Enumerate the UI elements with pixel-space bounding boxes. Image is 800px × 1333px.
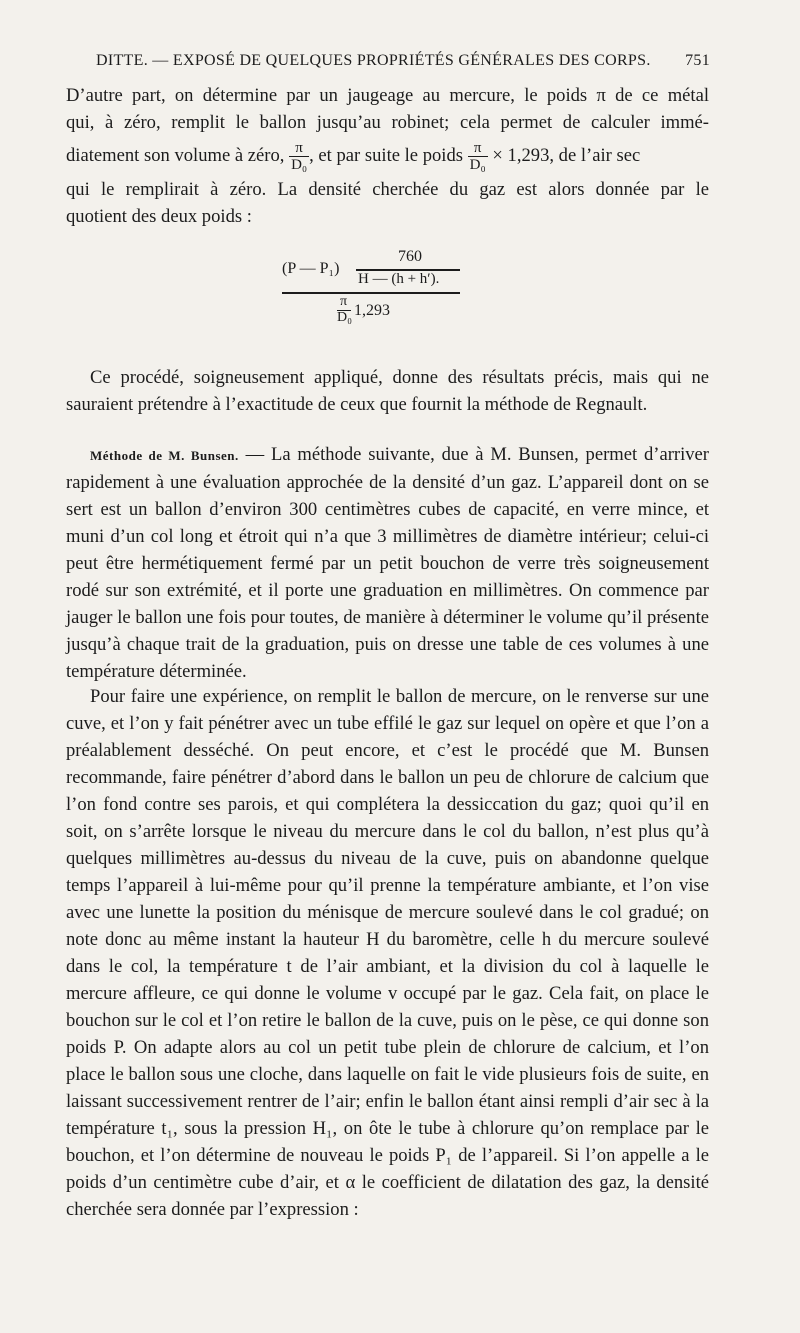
- formula-den-frac-num: π: [340, 294, 348, 309]
- para4-text: Pour faire une expérience, on remplit le ballon de mercure, on le renverse sur une cuve, et l’on y fait pénétrer avec un tube effilé le gaz sur lequel on opère et que l’on a préalablement desséché. On peut encore, et c’est le procédé que M. Bunsen recommande, faire pénétrer d’abord dans le ballon un peu de chlorure de calcium que l’on fond contre ses parois, et qui complétera la dessiccation du gaz; quoi qu’il en soit, on s’arrête lorsque le niveau du mercure dans le col du ballon, n’est plus qu’à quelques millimètres au-dessus du niveau de la cuve, puis on abandonne quelque temps l’appareil à lui-même pour qu’il prenne la température ambiante, et l’on vise avec une lunette la position du ménisque de mercure soulevé dans le col gradué; on note donc au même instant la hauteur H du baromètre, celle h du mercure soulevé dans le col, la température t de l’air ambiant, et la division du col à laquelle le mercure affleure, ce qui donne le volume v occupé par le gaz. Cela fait, on place le bouchon sur le col et l’on retire le ballon de la cuve, puis on le pèse, ce qui donne son poids P. On adapte alors au col un petit tube plein de chlorure de calcium, et l’on place le ballon sous une cloche, dans laquelle on fait le vide plusieurs fois de suite, en laissant successivement rentrer de l’air; enfin le ballon étant ainsi rempli d’air sec à la température t₁, sous la pression H₁, on ôte le tube à chlorure qu’on remplace par le bouchon, et l’on détermine de nouveau le poids P₁ de l’appareil. Si l’on appelle a le poids d’un centimètre cube d’air, et α le coefficient de dilatation des gaz, la densité cherchée sera donnée par l’expression :: [66, 686, 709, 1220]
- density-formula: [0, 248, 800, 338]
- para3: [66, 441, 709, 685]
- frac2-den: D₀: [469, 157, 486, 174]
- para1-line3-b: , et par suite le poids: [309, 145, 464, 166]
- formula-inner-den: H — (h + h′).: [358, 271, 440, 287]
- section-heading-bunsen: Méthode de M. Bunsen.: [90, 448, 239, 463]
- para1-line5: quotient des deux poids :: [66, 206, 252, 227]
- page-number: 751: [685, 52, 710, 69]
- para1-line3-a: diatement son volume à zéro,: [66, 145, 285, 166]
- para1-line2: qui, à zéro, remplit le ballon jusqu’au robinet; cela permet de calculer immé-: [66, 112, 709, 133]
- para1-line4: qui le remplirait à zéro. La densité cherchée du gaz est alors donnée par le: [66, 179, 709, 200]
- para1-line1: D’autre part, on détermine par un jaugeage au mercure, le poids π de ce métal: [66, 85, 709, 106]
- frac1-num: π: [289, 140, 309, 157]
- para1-line3-c: × 1,293, de l’air sec: [492, 145, 641, 166]
- paragraph-2: [66, 364, 709, 418]
- formula-inner-num: 760: [398, 248, 422, 265]
- paragraph-3: [66, 441, 709, 685]
- para3-text: — La méthode suivante, due à M. Bunsen, permet d’arriver rapidement à une évaluation approchée de la densité d’un gaz. L’appareil dont on se sert est un ballon d’environ 300 centimètres cubes de capacité, en verre mince, et muni d’un col long et étroit qui n’a que 3 millimètres de diamètre intérieur; celui-ci peut être hermétiquement fermé par un petit bouchon de verre très soigneusement rodé sur son extrémité, et il porte une graduation en millimètres. On commence par jauger le ballon une fois pour toutes, de manière à déterminer le volume qu’il présente jusqu’à chaque trait de la graduation, puis on dresse une table de ces volumes à une température déterminée.: [66, 444, 709, 682]
- inline-fraction-volume: [289, 140, 309, 173]
- paragraph-1: [66, 82, 709, 230]
- inline-fraction-weight: [468, 140, 488, 173]
- para1-line3: [66, 136, 709, 176]
- formula-den-frac-den: D₀: [337, 310, 352, 325]
- formula-numerator-left: (P — P₁): [282, 260, 340, 277]
- running-title: DITTE. — EXPOSÉ DE QUELQUES PROPRIÉTÉS GÉNÉRALES DES CORPS.: [96, 52, 651, 69]
- paragraph-4: [66, 683, 709, 1223]
- frac1-den: D₀: [291, 157, 308, 174]
- formula-main-bar: [282, 292, 460, 294]
- frac2-num: π: [468, 140, 488, 157]
- para2-text: Ce procédé, soigneusement appliqué, donne des résultats précis, mais qui ne sauraient prétendre à l’exactitude de ceux que fournit la méthode de Regnault.: [66, 367, 709, 415]
- formula-den-value: 1,293: [354, 302, 390, 319]
